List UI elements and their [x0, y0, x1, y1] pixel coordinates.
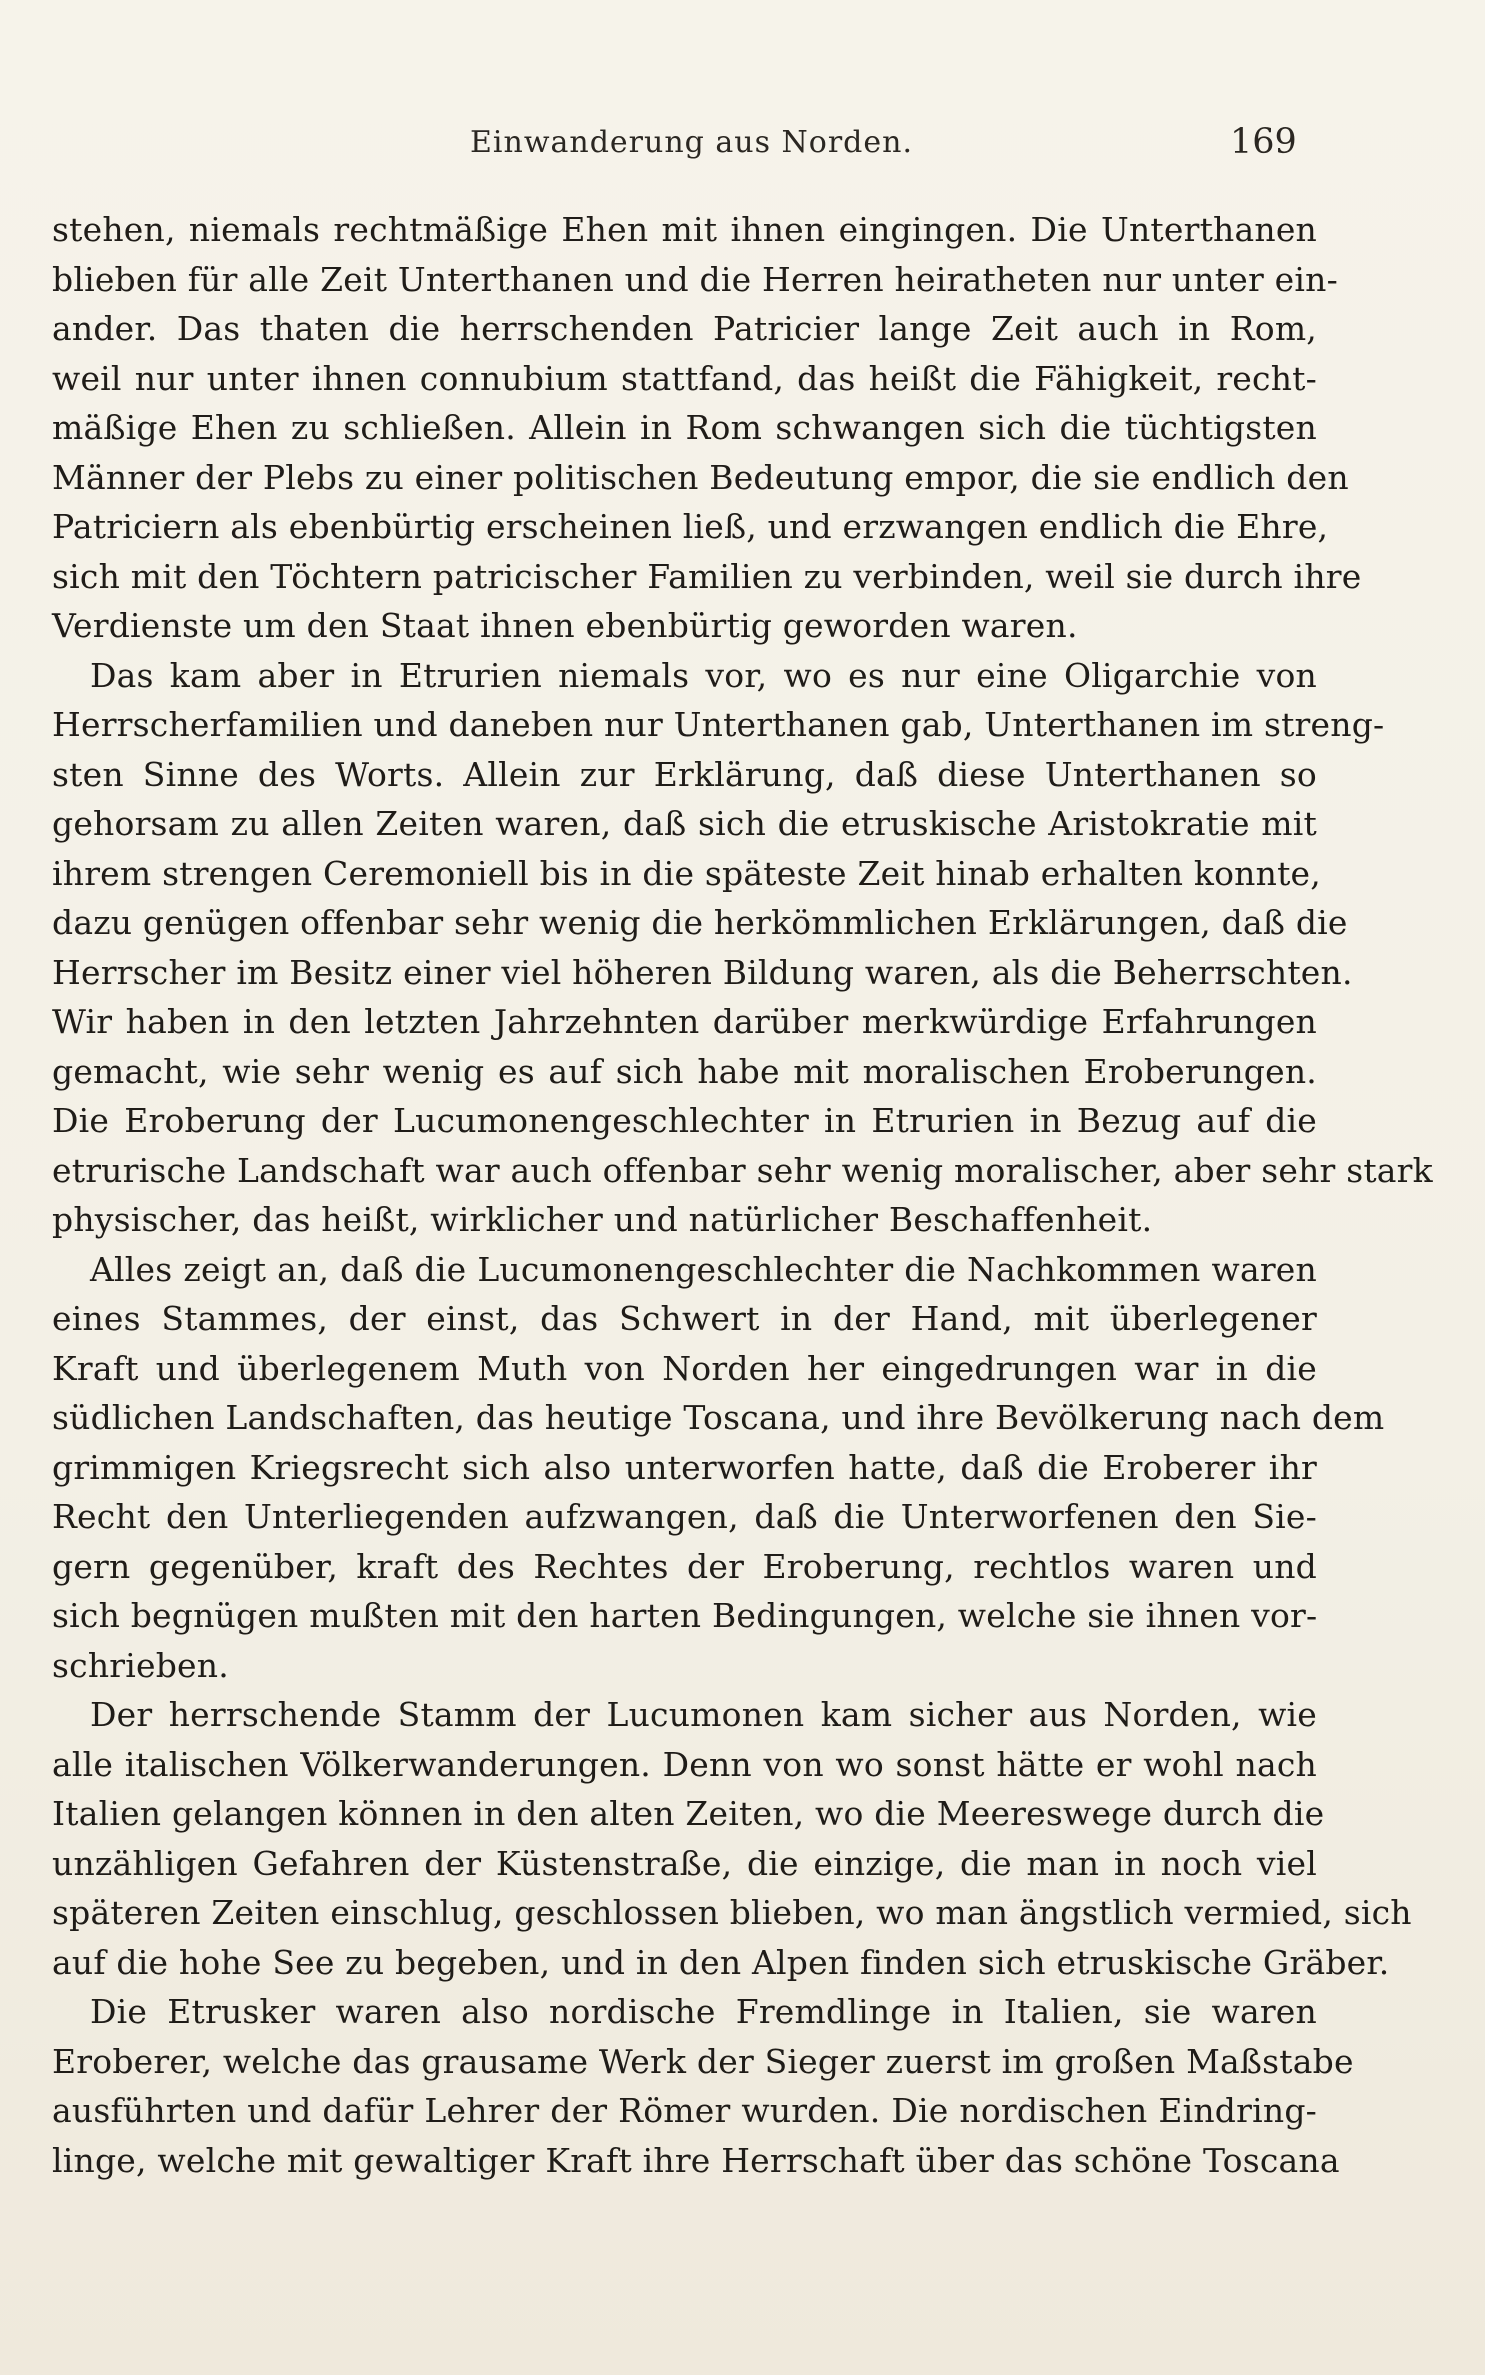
- text-line: Eroberer, welche das grausame Werk der Sieger zuerst im großen Maßstabe: [52, 2041, 1354, 2081]
- text-line: gehorsam zu allen Zeiten waren, daß sich die etruskische Aristokratie mit: [52, 804, 1317, 843]
- text-line: etrurische Landschaft war auch offenbar sehr wenig moralischer, aber sehr stark: [52, 1150, 1433, 1190]
- text-line: weil nur unter ihnen connubium stattfand, das heißt die Fähigkeit, recht-: [52, 358, 1317, 398]
- text-line: ausführten und dafür Lehrer der Römer wurden. Die nordischen Eindring-: [52, 2091, 1317, 2130]
- text-line: sich begnügen mußten mit den harten Bedingungen, welche sie ihnen vor-: [52, 1596, 1318, 1635]
- text-line: sich mit den Töchtern patricischer Familien zu verbinden, weil sie durch ihre: [52, 556, 1362, 596]
- text-line: stehen, niemals rechtmäßige Ehen mit ihnen eingingen. Die Unterthanen: [52, 210, 1317, 249]
- text-line: Die Etrusker waren also nordische Fremdlinge in Italien, sie waren: [90, 1992, 1317, 2031]
- running-head: Einwanderung aus Norden.: [470, 125, 913, 160]
- text-line: Das kam aber in Etrurien niemals vor, wo es nur eine Oligarchie von: [90, 655, 1317, 695]
- text-line: eines Stammes, der einst, das Schwert in der Hand, mit überlegener: [52, 1299, 1317, 1338]
- text-line: gern gegenüber, kraft des Rechtes der Eroberung, rechtlos waren und: [52, 1546, 1317, 1586]
- text-line: Männer der Plebs zu einer politischen Bedeutung empor, die sie endlich den: [52, 457, 1349, 497]
- text-line: blieben für alle Zeit Unterthanen und die Herren heiratheten nur unter ein-: [52, 259, 1338, 299]
- text-line: Verdienste um den Staat ihnen ebenbürtig geworden waren.: [52, 606, 1078, 645]
- text-line: Der herrschende Stamm der Lucumonen kam sicher aus Norden, wie: [90, 1695, 1317, 1734]
- text-line: Italien gelangen können in den alten Zeiten, wo die Meereswege durch die: [52, 1794, 1325, 1833]
- text-line: Alles zeigt an, daß die Lucumonengeschlechter die Nachkommen waren: [90, 1249, 1317, 1289]
- text-line: Wir haben in den letzten Jahrzehnten darüber merkwürdige Erfahrungen: [52, 1002, 1317, 1041]
- body-text: [52, 205, 1433, 2185]
- text-line: mäßige Ehen zu schließen. Allein in Rom schwangen sich die tüchtigsten: [52, 408, 1317, 447]
- text-line: Herrscherfamilien und daneben nur Unterthanen gab, Unterthanen im streng-: [52, 705, 1385, 744]
- page-number: 169: [1230, 122, 1297, 162]
- text-line: schrieben.: [52, 1645, 229, 1685]
- text-line: gemacht, wie sehr wenig es auf sich habe mit moralischen Eroberungen.: [52, 1051, 1317, 1091]
- text-line: Recht den Unterliegenden aufzwangen, daß die Unterworfenen den Sie-: [52, 1497, 1317, 1536]
- text-line: Patriciern als ebenbürtig erscheinen ließ, und erzwangen endlich die Ehre,: [52, 507, 1329, 546]
- text-line: Herrscher im Besitz einer viel höheren Bildung waren, als die Beherrschten.: [52, 952, 1353, 992]
- text-line: physischer, das heißt, wirklicher und natürlicher Beschaffenheit.: [52, 1200, 1153, 1239]
- text-line: südlichen Landschaften, das heutige Toscana, und ihre Bevölkerung nach dem: [52, 1398, 1385, 1437]
- text-line: ander. Das thaten die herrschenden Patricier lange Zeit auch in Rom,: [52, 309, 1317, 348]
- text-line: grimmigen Kriegsrecht sich also unterworfen hatte, daß die Eroberer ihr: [52, 1447, 1317, 1487]
- text-line: unzähligen Gefahren der Küstenstraße, die einzige, die man in noch viel: [52, 1843, 1317, 1883]
- text-line: auf die hohe See zu begeben, und in den Alpen finden sich etruskische Gräber.: [52, 1942, 1390, 1982]
- text-line: alle italischen Völkerwanderungen. Denn von wo sonst hätte er wohl nach: [52, 1744, 1317, 1784]
- text-line: Kraft und überlegenem Muth von Norden her eingedrungen war in die: [52, 1348, 1317, 1388]
- text-line: späteren Zeiten einschlug, geschlossen blieben, wo man ängstlich vermied, sich: [52, 1893, 1412, 1932]
- text-line: ihrem strengen Ceremoniell bis in die späteste Zeit hinab erhalten konnte,: [52, 853, 1321, 893]
- text-line: dazu genügen offenbar sehr wenig die herkömmlichen Erklärungen, daß die: [52, 903, 1348, 942]
- text-line: Die Eroberung der Lucumonengeschlechter in Etrurien in Bezug auf die: [52, 1101, 1317, 1140]
- text-line: linge, welche mit gewaltiger Kraft ihre Herrschaft über das schöne Toscana: [52, 2140, 1340, 2180]
- text-line: sten Sinne des Worts. Allein zur Erklärung, daß diese Unterthanen so: [52, 754, 1317, 794]
